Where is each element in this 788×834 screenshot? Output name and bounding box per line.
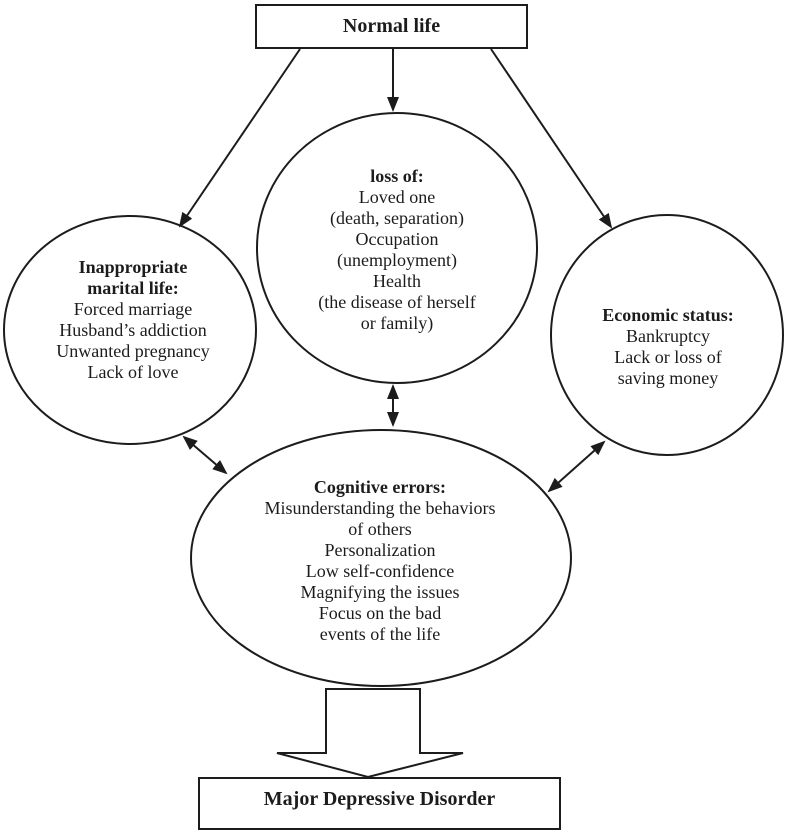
economic-node-text — [602, 305, 734, 389]
cognitive-line: Magnifying the issues — [300, 582, 460, 602]
cognitive-line: Personalization — [324, 540, 436, 560]
economic-line: saving money — [617, 368, 719, 388]
loss-line: Occupation — [355, 229, 439, 249]
marital-line: Unwanted pregnancy — [56, 341, 210, 361]
cognitive-line: Misunderstanding the behaviors — [264, 498, 496, 518]
normal-life-box — [255, 4, 528, 49]
arrow-economic-cognitive — [549, 442, 604, 491]
mdd-label: Major Depressive Disorder — [263, 788, 496, 810]
loss-line: or family) — [360, 313, 434, 333]
mdd-box — [198, 777, 561, 830]
marital-node-text — [56, 257, 209, 383]
marital-title: marital life: — [87, 278, 179, 298]
loss-title: loss of: — [370, 166, 424, 186]
cognitive-line: Focus on the bad — [318, 603, 442, 623]
loss-line: Loved one — [358, 187, 436, 207]
normal-life-label: Normal life — [342, 15, 441, 37]
marital-line: Husband’s addiction — [59, 320, 207, 340]
economic-title: Economic status: — [602, 305, 734, 325]
loss-line: (death, separation) — [330, 208, 464, 228]
cognitive-node-text — [265, 477, 496, 645]
block-arrow-cognitive-to-mdd — [277, 689, 463, 777]
cognitive-line: Low self-confidence — [305, 561, 455, 581]
marital-line: Forced marriage — [73, 299, 193, 319]
marital-line: Lack of love — [87, 362, 179, 382]
cognitive-line: of others — [348, 519, 412, 539]
loss-node-text — [318, 166, 475, 334]
loss-line: Health — [373, 271, 421, 291]
marital-title: Inappropriate — [78, 257, 188, 277]
cognitive-title: Cognitive errors: — [313, 477, 447, 497]
economic-line: Bankruptcy — [626, 326, 710, 346]
economic-line: Lack or loss of — [614, 347, 722, 367]
arrow-marital-cognitive — [184, 437, 226, 473]
cognitive-line: events of the life — [319, 624, 441, 644]
loss-line: (the disease of herself — [318, 292, 476, 312]
loss-line: (unemployment) — [337, 250, 457, 270]
